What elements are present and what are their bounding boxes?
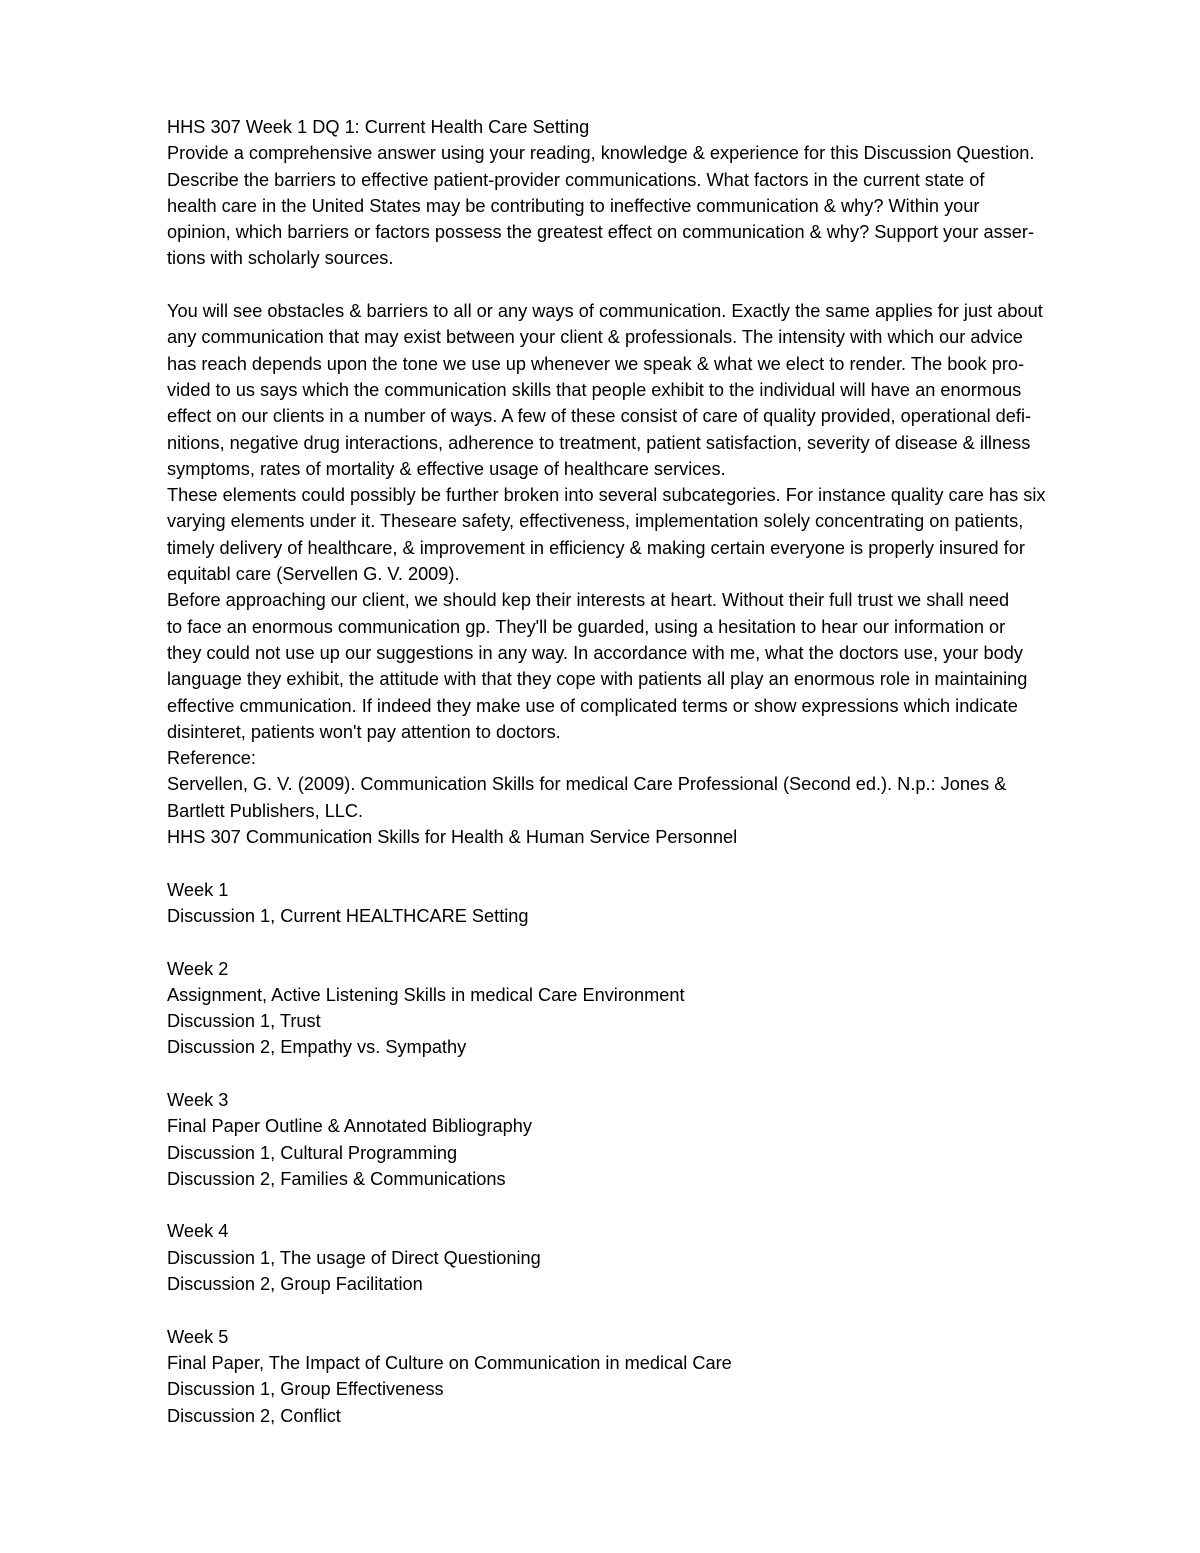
week-item: Discussion 2, Families & Communications	[167, 1168, 506, 1189]
week-item: Discussion 1, The usage of Direct Questioning	[167, 1247, 541, 1268]
body-line: timely delivery of healthcare, & improvement in efficiency & making certain everyone is properly insured for	[167, 537, 1025, 558]
week-heading: Week 2	[167, 958, 229, 979]
body-line: Before approaching our client, we should kep their interests at heart. Without their full trust we shall need	[167, 590, 1010, 611]
body-line: to face an enormous communication gp. They'll be guarded, using a hesitation to hear our information or	[167, 616, 1006, 637]
body-line: symptoms, rates of mortality & effective usage of healthcare services.	[167, 458, 726, 479]
body-line: effective cmmunication. If indeed they make use of complicated terms or show expressions which indicate	[167, 695, 1018, 716]
document-title: HHS 307 Week 1 DQ 1: Current Health Care Setting	[167, 117, 590, 137]
spacer	[167, 850, 1127, 876]
body-line: disinteret, patients won't pay attention to doctors.	[167, 721, 561, 742]
spacer	[167, 1061, 1127, 1087]
prompt-line: opinion, which barriers or factors possess the greatest effect on communication & why? Support your asser-	[167, 222, 1035, 243]
document-content	[167, 114, 1127, 1429]
week-item: Final Paper Outline & Annotated Bibliography	[167, 1116, 532, 1137]
body-line: equitabl care (Servellen G. V. 2009).	[167, 564, 460, 585]
body-line: effect on our clients in a number of ways. A few of these consist of care of quality provided, operational defi-	[167, 406, 1032, 427]
course-title: HHS 307 Communication Skills for Health & Human Service Personnel	[167, 827, 738, 848]
spacer	[167, 929, 1127, 955]
week-item: Discussion 2, Group Facilitation	[167, 1274, 423, 1295]
spacer	[167, 1192, 1127, 1218]
week-section	[167, 1324, 1127, 1429]
body-line: has reach depends upon the tone we use up whenever we speak & what we elect to render. The book pro-	[167, 353, 1025, 374]
week-item: Discussion 1, Cultural Programming	[167, 1142, 458, 1163]
spacer	[167, 272, 1127, 298]
reference-line: Bartlett Publishers, LLC.	[167, 800, 364, 821]
week-item: Final Paper, The Impact of Culture on Communication in medical Care	[167, 1352, 732, 1373]
week-heading: Week 5	[167, 1326, 229, 1347]
week-item: Discussion 1, Current HEALTHCARE Setting	[167, 905, 529, 926]
prompt-line: health care in the United States may be contributing to ineffective communication & why? Within your	[167, 195, 980, 216]
week-heading: Week 4	[167, 1221, 229, 1242]
week-item: Assignment, Active Listening Skills in medical Care Environment	[167, 984, 685, 1005]
prompt-paragraph	[167, 140, 1127, 271]
week-item: Discussion 1, Group Effectiveness	[167, 1379, 444, 1400]
week-item: Discussion 2, Empathy vs. Sympathy	[167, 1037, 467, 1058]
week-section	[167, 1218, 1127, 1297]
week-section	[167, 877, 1127, 930]
week-section	[167, 956, 1127, 1061]
spacer	[167, 1297, 1127, 1323]
week-section	[167, 1087, 1127, 1192]
body-line: nitions, negative drug interactions, adherence to treatment, patient satisfaction, severity of disease & illness	[167, 432, 1031, 453]
body-line: vided to us says which the communication skills that people exhibit to the individual will have an enormous	[167, 379, 1022, 400]
answer-body	[167, 298, 1127, 745]
reference-label: Reference:	[167, 748, 256, 769]
body-line: any communication that may exist between your client & professionals. The intensity with which our advice	[167, 327, 1023, 348]
week-item: Discussion 2, Conflict	[167, 1405, 341, 1426]
week-item: Discussion 1, Trust	[167, 1011, 321, 1032]
prompt-line: Provide a comprehensive answer using your reading, knowledge & experience for this Discussion Question.	[167, 143, 1035, 164]
body-line: varying elements under it. Theseare safety, effectiveness, implementation solely concentrating on patients,	[167, 511, 1024, 532]
reference-line: Servellen, G. V. (2009). Communication Skills for medical Care Professional (Second ed.). N.p.: Jones &	[167, 774, 1007, 795]
body-line: they could not use up our suggestions in any way. In accordance with me, what the doctors use, your body	[167, 642, 1023, 663]
body-line: language they exhibit, the attitude with that they cope with patients all play an enormous role in maintaining	[167, 669, 1028, 690]
week-heading: Week 3	[167, 1089, 229, 1110]
prompt-line: Describe the barriers to effective patient-provider communications. What factors in the current state of	[167, 169, 985, 190]
body-line: These elements could possibly be further broken into several subcategories. For instance quality care has six	[167, 485, 1046, 506]
week-heading: Week 1	[167, 879, 229, 900]
prompt-line: tions with scholarly sources.	[167, 248, 394, 269]
body-line: You will see obstacles & barriers to all or any ways of communication. Exactly the same applies for just about	[167, 301, 1043, 322]
